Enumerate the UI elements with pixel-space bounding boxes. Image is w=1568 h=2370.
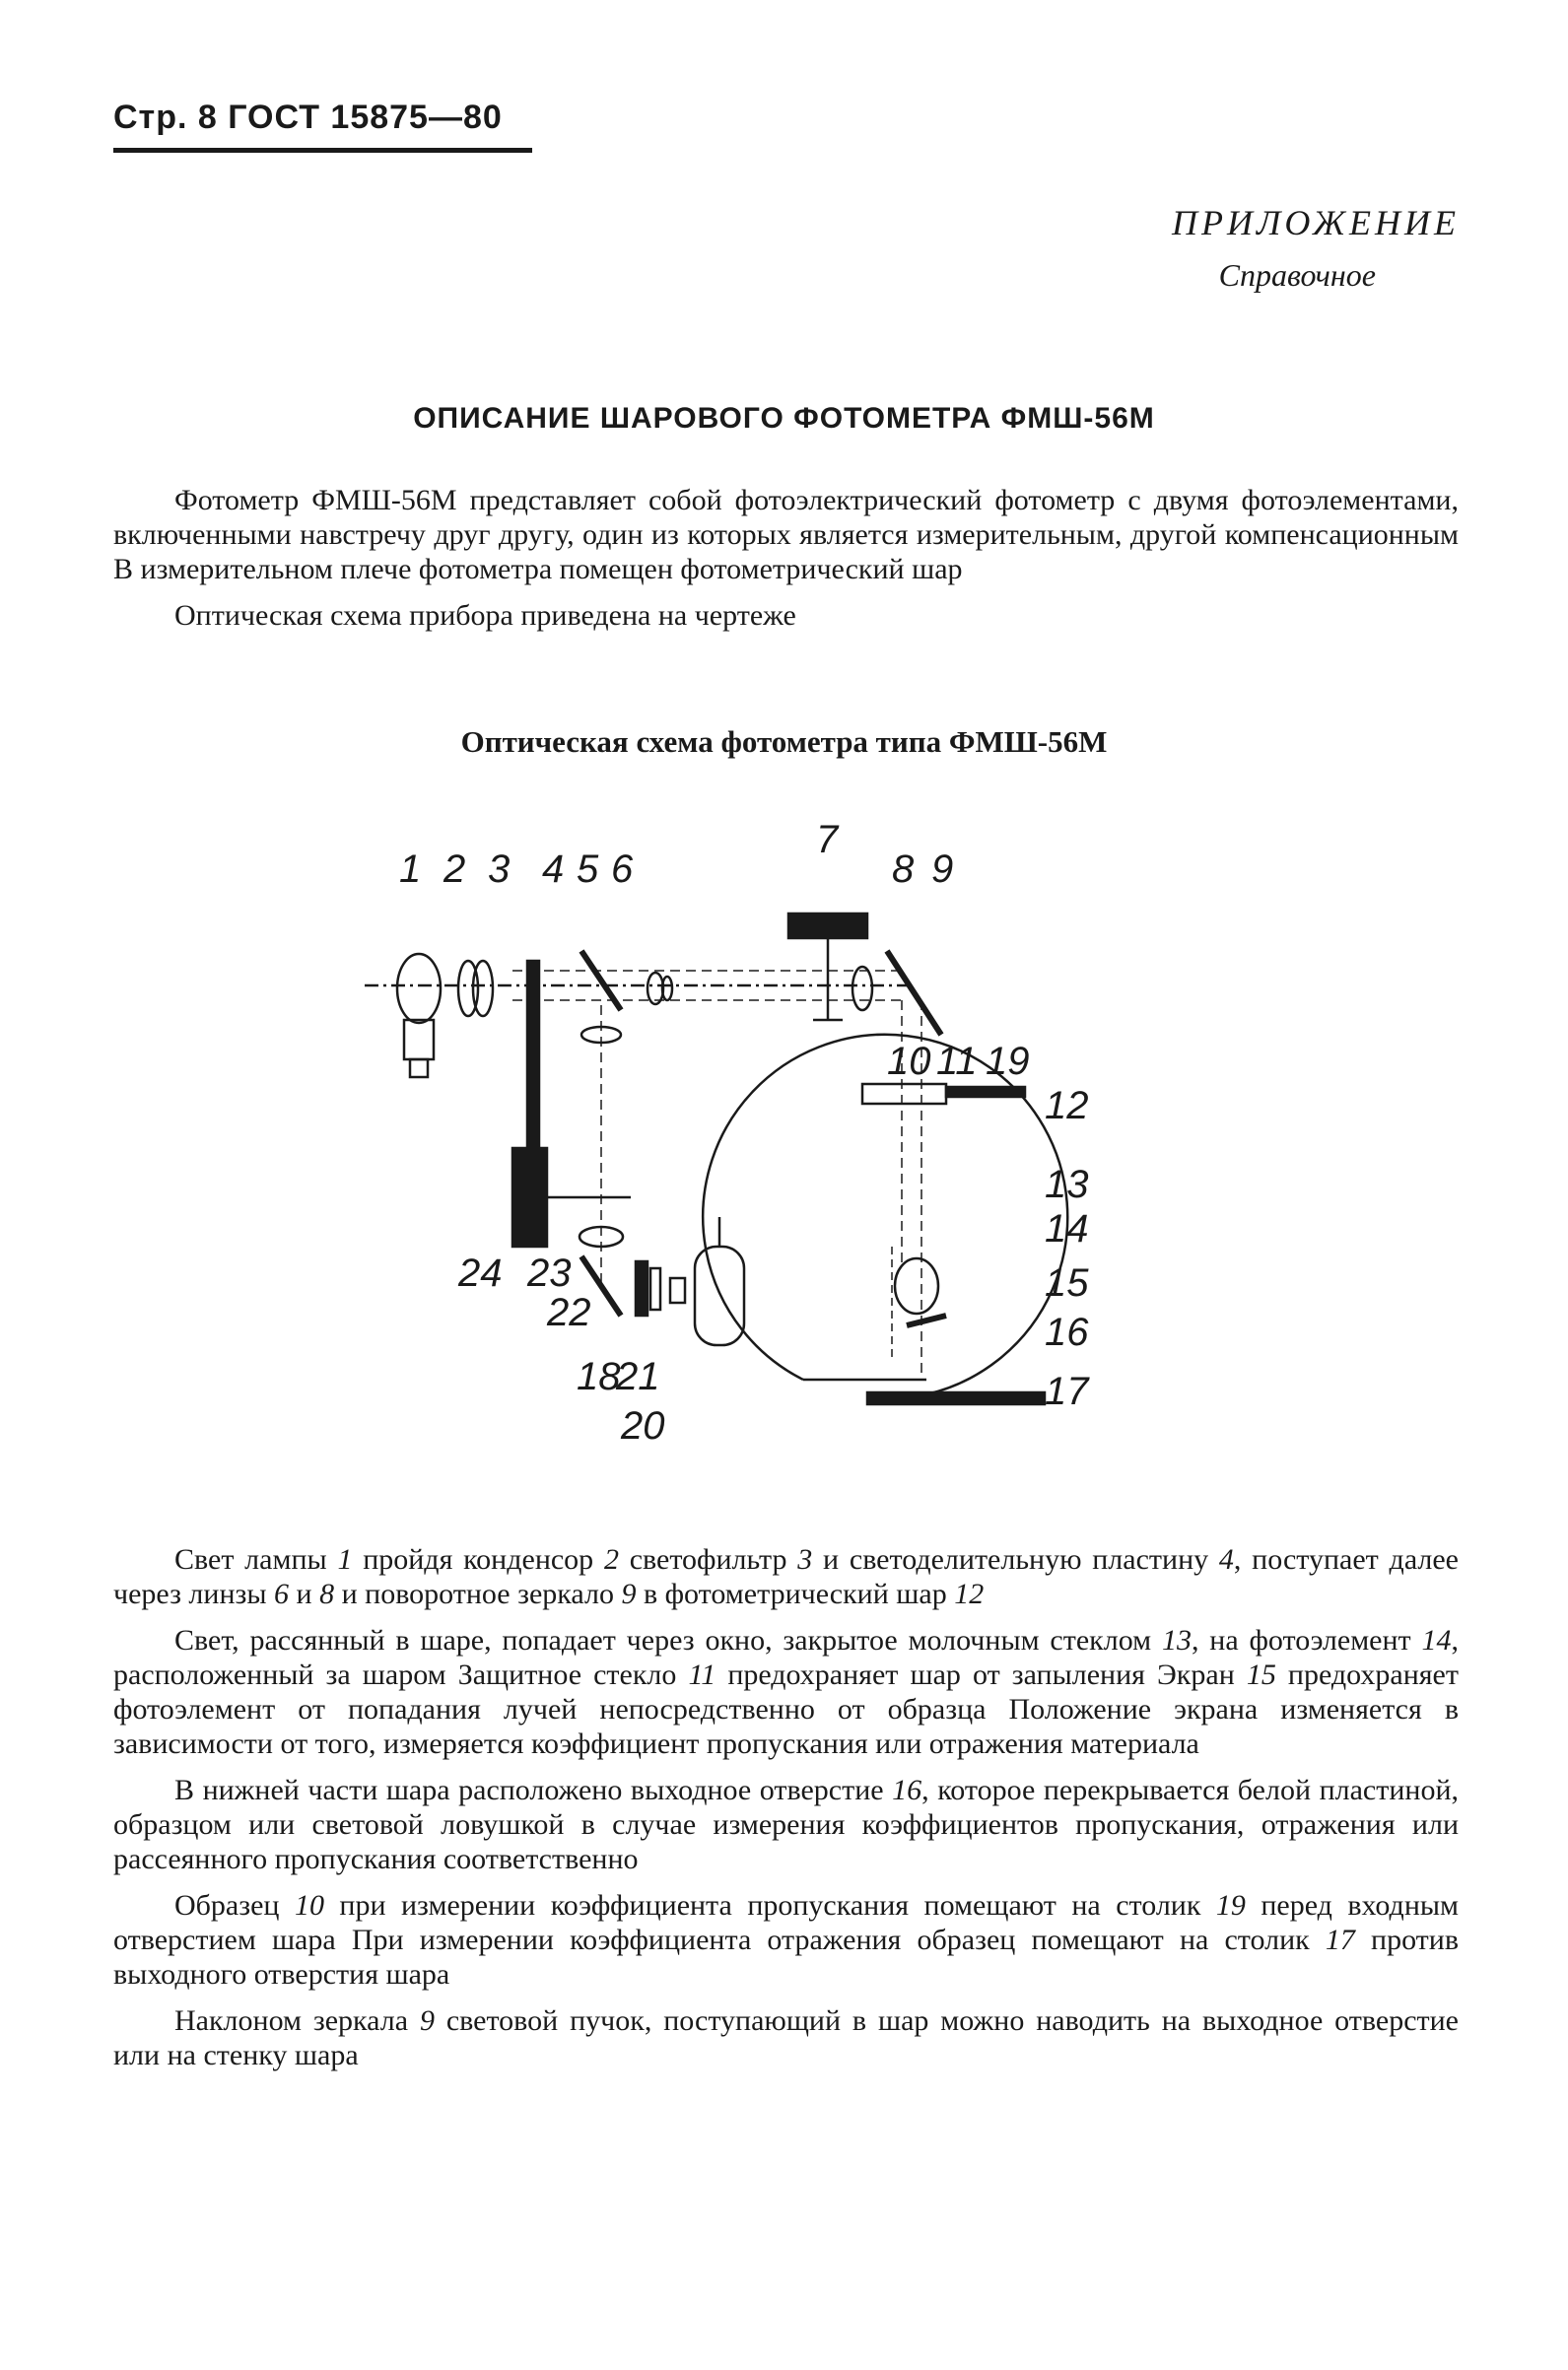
page-header (113, 99, 503, 137)
label-20: 20 (621, 1404, 665, 1448)
filter-wheel-24 (512, 1148, 547, 1247)
label-7: 7 (816, 823, 839, 861)
lamp-base (404, 1020, 434, 1059)
body-paragraph-2: Свет, рассянный в шаре, попадает через окно, закрытое молочным стеклом 13, на фотоэлемент 14, расположенный за шаром Защитное стекло 11 предохраняет шар от запыления Экран 15 предохраняет фотоэлемент от попадания лучей непосредственно от образца Положение экрана изменяется в зависимости от того, измеряется коэффициент пропускания или отражения материала (113, 1624, 1459, 1760)
label-4: 4 (542, 847, 565, 891)
label-3: 3 (488, 847, 511, 891)
photocell-14 (895, 1258, 938, 1314)
label-5: 5 (577, 847, 599, 891)
screen-15 (907, 1316, 946, 1325)
label-6: 6 (611, 847, 634, 891)
header-rule (113, 148, 532, 153)
label-24: 24 (458, 1252, 503, 1295)
intro-paragraph-1: Фотометр ФМШ-56М представляет собой фотоэлектрический фотометр с двумя фотоэлементами, включенными навстречу друг другу, один из которых является измерительным, другой компенсационным В измерительном плече фотометра помещен фотометрический шар (113, 484, 1459, 585)
label-8: 8 (892, 847, 915, 891)
label-23: 23 (527, 1252, 572, 1295)
filter-18 (636, 1261, 648, 1316)
body-paragraph-5: Наклоном зеркала 9 световой пучок, поступающий в шар можно наводить на выходное отверстие или на стенку шара (113, 2004, 1459, 2071)
rotating-mirror-9 (887, 951, 941, 1035)
body-paragraph-3: В нижней части шара расположено выходное отверстие 16, которое перекрывается белой пластиной, образцом или световой ловушкой в случае измерения коэффициентов пропускания, отражения или рассеянного пропускания соответственно (113, 1774, 1459, 1875)
label-13: 13 (1045, 1163, 1089, 1206)
label-11: 11 (936, 1040, 978, 1083)
protective-glass-11 (862, 1084, 946, 1104)
label-17: 17 (1045, 1370, 1089, 1413)
main-title: ОПИСАНИЕ ШАРОВОГО ФОТОМЕТРА ФМШ-56М (413, 402, 1155, 435)
stage-19 (946, 1087, 1025, 1097)
optical-scheme-diagram (355, 823, 1143, 1503)
label-21: 21 (616, 1355, 660, 1398)
stage-17 (867, 1392, 1045, 1404)
label-12: 12 (1045, 1084, 1089, 1127)
label-19: 19 (986, 1040, 1030, 1083)
filter-wheel-7 (788, 914, 867, 938)
label-14: 14 (1045, 1207, 1089, 1251)
lens-8 (852, 967, 872, 1010)
beam-splitter-plate (581, 951, 621, 1010)
condenser-lens-b (473, 961, 493, 1016)
label-22: 22 (547, 1291, 591, 1334)
label-2: 2 (443, 847, 466, 891)
page-header-text: Стр. 8 ГОСТ 15875—80 (113, 99, 503, 136)
appendix-title: ПРИЛОЖЕНИЕ (1172, 203, 1460, 242)
filter-21 (650, 1268, 660, 1310)
label-9: 9 (931, 847, 954, 891)
intro-paragraph-2: Оптическая схема прибора приведена на чертеже (174, 599, 796, 632)
body-paragraph-4: Образец 10 при измерении коэффициента пропускания помещают на столик 19 перед входным отверстием шара При измерении коэффициента отражения образец помещают на столик 17 против выходного отверстия шара (113, 1889, 1460, 1991)
body-text (113, 1542, 1459, 2084)
label-1: 1 (399, 847, 422, 891)
lamp-bulb (397, 954, 441, 1023)
body-paragraph-1: Свет лампы 1 пройдя конденсор 2 светофильтр 3 и светоделительную пластину 4, поступает далее через линзы 6 и 8 и поворотное зеркало 9 в фотометрический шар 12 (113, 1543, 1460, 1610)
photocell-window (670, 1278, 685, 1303)
lens-6 (648, 973, 663, 1004)
intro-text (113, 483, 1459, 644)
label-16: 16 (1045, 1311, 1089, 1354)
photocell-20 (695, 1247, 744, 1345)
label-18: 18 (577, 1355, 621, 1398)
figure-title: Оптическая схема фотометра типа ФМШ-56М (460, 724, 1108, 759)
label-10: 10 (887, 1040, 931, 1083)
appendix-block (1172, 202, 1460, 294)
label-15: 15 (1045, 1261, 1089, 1305)
appendix-subtitle: Справочное (1218, 257, 1376, 293)
